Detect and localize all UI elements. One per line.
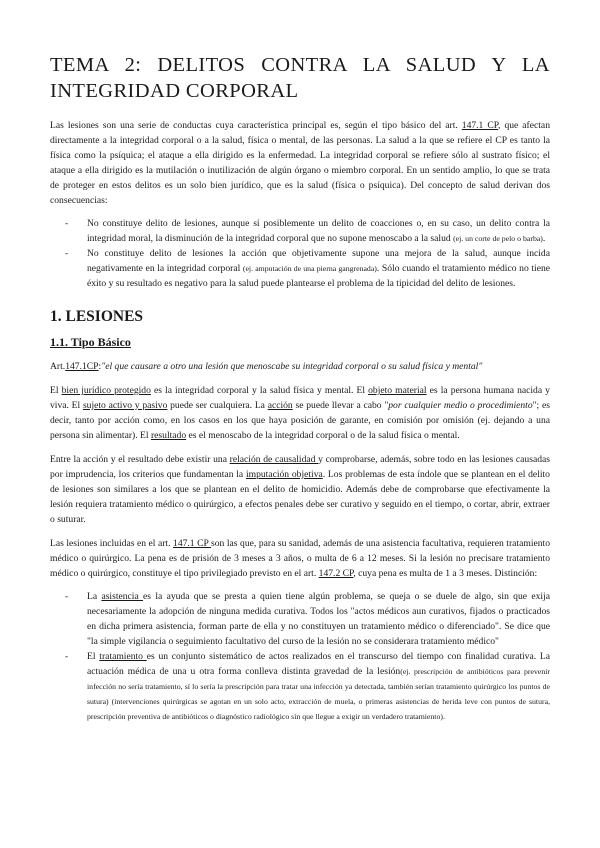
list-item: - No constituye delito de lesiones, aunque sí posiblemente un delito de coacciones o, en su caso, un delito contra la integridad moral, la disminución de la integridad corporal que no supone menoscabo a la salud (ej. un corte de pelo o barba). xyxy=(65,218,550,244)
subsection-heading-tipo-basico: 1.1. Tipo Básico xyxy=(50,335,131,349)
article-quote: Art.147.1CP:"el que causare a otro una lesión que menoscabe su integridad corporal o su salud física y mental" xyxy=(50,361,483,372)
list-item: - La asistencia es la ayuda que se presta a quien tiene algún problema, se queja o se duele de algo, sin que exija necesariamente la adopción de ninguna medida curativa. Todos los "actos médicos aun curativos, fijados o practicados en dicha primera asistencia, forman parte de ella y no constituyen un tratamiento médico o diferenciado". Se dice que "la simple vigilancia o seguimiento facultativo del curso de la lesión no se considerara tratamiento médico" xyxy=(65,591,550,647)
document-title: TEMA 2: DELITOS CONTRA LA SALUD Y LA INTEGRIDAD CORPORAL xyxy=(50,54,550,102)
article-ref: 147.1CP xyxy=(65,361,99,372)
paragraph-lesiones-incluidas: Las lesiones incluidas en el art. 147.1 CP son las que, para su sanidad, además de una asistencia facultativa, requieren tratamiento médico o quirúrgico. La pena es de prisión de 3 meses a 3 años, o multa de 6 a 12 meses. Si la lesión no precisare tratamiento médico o quirúrgico, constituye el tipo privilegiado previsto en el art. 147.2 CP, cuya pena es multa de 1 a 3 meses. Distinción: xyxy=(50,538,550,579)
distinction-list xyxy=(50,589,550,724)
intro-text-2: , que afectan directamente a la integridad corporal o a la salud, física o mental, de las personas. La salud a la que se refiere el CP es tanto la física como la psíquica; el ataque a ella dirigido es la enfermedad. La integridad corporal se refiere sólo al sustrato físico; el ataque a ella dirigido es la mutilación o inutilización de algún órgano o miembro corporal. En un sentido amplio, lo que se trata de proteger en estos delitos es un solo bien jurídico, que es la salud (física o psíquica). Del concepto de salud derivan dos consecuencias: xyxy=(50,120,550,206)
paragraph-bien-juridico: El bien jurídico protegido es la integridad corporal y la salud física y mental. El objeto material es la persona humana nacida y viva. El sujeto activo y pasivo puede ser cualquiera. La acción se puede llevar a cabo "por cualquier medio o procedimiento"; es decir, tanto por acción como, en los casos en los que haya posición de garante, en comisión por omisión (ej. dejando a una persona sin alimentar). El resultado es el menoscabo de la integridad corporal o de la salud física o mental. xyxy=(50,385,550,441)
list-item: - No constituye delito de lesiones la acción que objetivamente supone una mejora de la salud, aunque incida negativamente en la integridad corporal (ej. amputación de una pierna gangrenada). Sólo cuando el tratamiento médico no tiene éxito y su resultado es negativo para la salud puede plantearse el problema de la tipicidad del delito de lesiones. xyxy=(65,248,551,289)
list-item: - El tratamiento es un conjunto sistemático de actos realizados en el transcurso del tiempo con finalidad curativa. La actuación médica de una u otra forma conlleva distinta gravedad de la lesión(ej. prescripción de antibióticos para prevenir infección no sería tratamiento, sí lo sería la prescripción para tratar una infección ya detectada, también serían tratamiento quirúrgico los puntos de sutura) (intervenciones quirúrgicas se agotan en un solo acto, extracción de muela, o primeras asistencias de herida leve con puntos de sutura, prescripción preventiva de antibióticos o diagnóstico radiológico sin que llegue a exigir un verdadero tratamiento). xyxy=(65,651,550,721)
paragraph-causalidad: Entre la acción y el resultado debe existir una relación de causalidad y comprobarse, además, sobre todo en las lesiones causadas por imprudencia, los criterios que fundamentan la imputación objetiva. Los problemas de esta índole que se plantean en el delito de lesiones son similares a los que se plantean en el delito de homicidio. Además debe de comprobarse que efectivamente la lesión requiera tratamiento médico o quirúrgico, a efectos penales debe ser curativo y seguido en el tiempo, o cortar, abrir, extraer o suturar. xyxy=(50,454,550,525)
article-quote-text: "el que causare a otro una lesión que menoscabe su integridad corporal o su salud física y mental" xyxy=(101,361,483,372)
section-heading-lesiones: 1. LESIONES xyxy=(50,308,144,325)
intro-text-1: Las lesiones son una serie de conductas cuya característica principal es, según el tipo básico del art. xyxy=(50,120,462,131)
list-dash: - xyxy=(65,591,69,602)
article-ref-147-1: 147.1 CP xyxy=(461,120,499,131)
list-dash: - xyxy=(65,248,69,259)
list-dash: - xyxy=(65,218,69,229)
list-dash: - xyxy=(65,651,69,662)
intro-paragraph xyxy=(50,118,550,208)
consequences-list xyxy=(50,216,550,291)
